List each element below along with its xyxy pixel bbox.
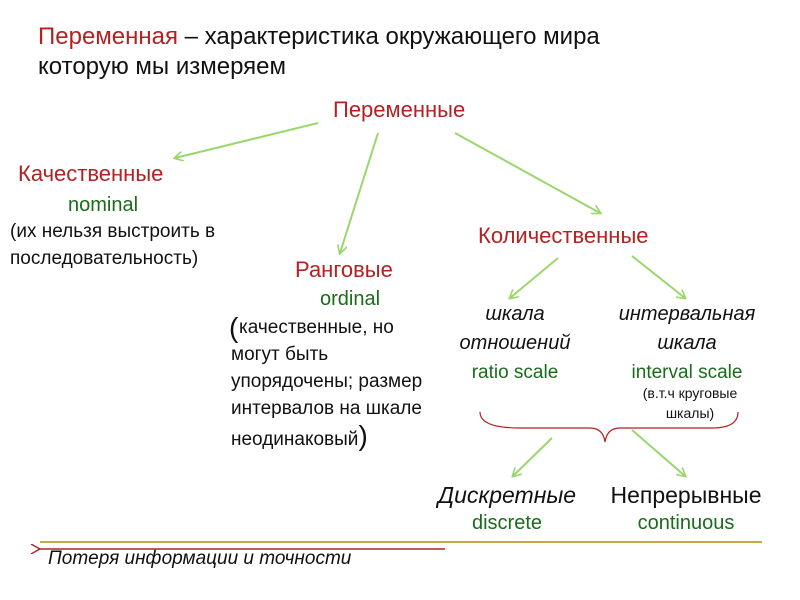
- ordinal-note-line-5-text: неодинаковый: [231, 429, 359, 450]
- ordinal-label: Ранговые: [295, 257, 393, 282]
- ordinal-note-line-1: качественные, но: [239, 317, 394, 338]
- arrow-to-discrete: [513, 438, 552, 476]
- interval-note-line-1: (в.т.ч круговые: [642, 385, 738, 401]
- arrow-to-ordinal: [340, 133, 378, 253]
- ratio-scale-node: [440, 300, 590, 387]
- header-term: Переменная: [38, 23, 178, 50]
- qualitative-english: nominal: [68, 194, 139, 216]
- ordinal-note-line-4: интервалов на шкале: [231, 398, 422, 419]
- ordinal-note-close-paren: ): [358, 420, 368, 451]
- qualitative-note: [10, 218, 215, 272]
- discrete-english: discrete: [471, 512, 543, 534]
- root-node-label: Переменные: [333, 97, 466, 122]
- ordinal-note-open-paren: (: [229, 312, 239, 343]
- header-definition: [38, 22, 600, 82]
- arrow-to-ratio: [510, 258, 558, 298]
- interval-note: [605, 383, 775, 423]
- interval-note-line-2: шкалы): [665, 405, 715, 421]
- header-line-1: [38, 22, 600, 52]
- ordinal-note-line-5: [229, 422, 469, 453]
- quantitative-label: Количественные: [478, 223, 649, 248]
- discrete-label: Дискретные: [437, 482, 577, 508]
- qualitative-label: Качественные: [18, 161, 164, 186]
- interval-label-line-2: шкала: [657, 332, 717, 354]
- continuous-node: [594, 482, 778, 535]
- ordinal-note-line-2: могут быть: [231, 344, 329, 365]
- ratio-label-line-2: отношений: [459, 332, 571, 354]
- arrow-to-interval: [632, 256, 685, 298]
- ratio-label-line-1: шкала: [485, 303, 545, 325]
- qualitative-note-line-2: последовательность): [10, 248, 199, 269]
- arrow-to-quantitative: [455, 133, 600, 213]
- ordinal-note-line-3: упорядочены; размер: [231, 371, 423, 392]
- continuous-english: continuous: [637, 512, 735, 534]
- arrow-to-continuous: [632, 430, 685, 476]
- interval-english: interval scale: [631, 362, 743, 383]
- ordinal-english: ordinal: [320, 288, 381, 310]
- information-loss-label: Потеря информации и точности: [48, 548, 352, 569]
- header-line-2: которую мы измеряем: [38, 53, 287, 80]
- continuous-label: Непрерывные: [610, 482, 762, 508]
- interval-scale-node: [596, 300, 778, 387]
- interval-label-line-1: интервальная: [618, 303, 756, 325]
- discrete-node: [418, 482, 596, 535]
- arrow-to-qualitative: [175, 123, 318, 158]
- qualitative-note-line-1: (их нельзя выстроить в: [10, 221, 216, 242]
- ratio-english: ratio scale: [471, 362, 559, 383]
- ordinal-note: [229, 314, 469, 453]
- header-definition-text: – характеристика окружающего мира: [178, 23, 600, 50]
